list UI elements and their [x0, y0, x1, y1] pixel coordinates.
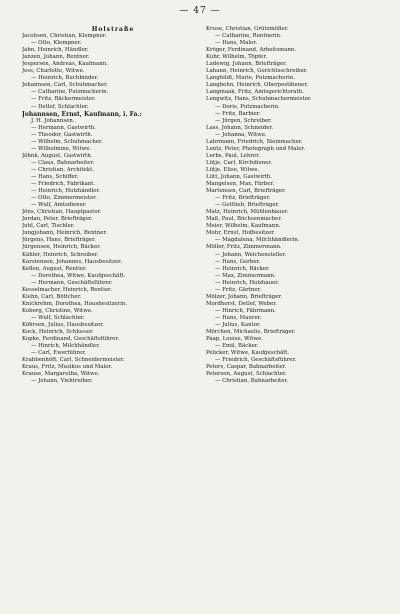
directory-entry: Köhrsen, Julius, Hausbesitzer.	[22, 321, 104, 328]
directory-entry: Jöns, Christian, Hauptpastor.	[22, 209, 102, 216]
directory-entry: Juhl, Carl, Tischler.	[22, 223, 75, 230]
directory-entry: Janzen, Johann, Rentner.	[22, 54, 90, 61]
directory-entry: Jacobsen, Christian, Klempner.	[22, 33, 107, 40]
directory-entry: Kesselmacher, Heinrich, Rentier.	[22, 286, 112, 293]
directory-entry: Meier, Wilhelm, Kaufmann.	[206, 223, 281, 230]
directory-entry: Langfeldt, Marie, Putzmacherin.	[206, 75, 295, 82]
directory-entry: — Detlef, Schlachter.	[31, 103, 89, 110]
directory-entry: — Wilhelmine, Witwe.	[31, 145, 92, 152]
directory-entry: J. H. Johannsen.	[31, 117, 75, 124]
right-entries	[206, 26, 388, 385]
directory-entry: Jespersen, Andreas, Kaufmann.	[22, 61, 108, 68]
directory-entry: Kuhr, Wilhelm, Töpfer.	[206, 54, 268, 61]
directory-entry: Jürgens, Hans, Briefträger.	[22, 237, 96, 244]
directory-entry: — Johanna, Witwe.	[215, 131, 267, 138]
directory-entry: — Heinrich, Bäcker.	[215, 265, 270, 272]
directory-entry: Jöhnk, August, Gastwirth.	[22, 152, 93, 159]
directory-entry: — Carl, Ewerführer.	[31, 350, 86, 357]
directory-entry: Krause, Margaretha, Witwe.	[22, 371, 100, 378]
directory-entry: — Wilhelm, Schuhmacher.	[31, 138, 103, 145]
directory-entry: — Hans, Maurer.	[215, 314, 262, 321]
directory-entry: Kiehn, Carl, Böttcher.	[22, 293, 82, 300]
directory-entry: — Theodor, Gastwirth.	[31, 131, 93, 138]
directory-entry: Matz, Heinrich, Mühlenbauer.	[206, 209, 289, 216]
directory-entry: — Fritz, Bäckermeister.	[31, 96, 96, 103]
directory-entry: Langbehn, Heinrich, Oberpostdiener.	[206, 82, 309, 89]
directory-entry: Koberg, Christine, Witwe.	[22, 307, 93, 314]
directory-entry: — Friedrich, Geschäftsführer.	[215, 357, 297, 364]
column-heading: Holstraße	[91, 26, 135, 33]
left-entries	[22, 33, 204, 385]
directory-entry: Lengwitz, Hans, Schuhmachermeister.	[206, 96, 312, 103]
directory-entry: — Christian, Bahnarbeiter.	[215, 378, 289, 385]
directory-entry: Jürgensen, Heinrich, Bäcker.	[22, 244, 101, 251]
directory-entry: — Hermann, Gastwirth.	[31, 124, 96, 131]
directory-entry: — Dorothea, Witwe, Kaufgeschäft.	[31, 272, 126, 279]
directory-entry: — Heinrich, Holzhändler.	[31, 188, 101, 195]
directory-entry: — Catharine, Putzmacherin.	[31, 89, 109, 96]
directory-entry: — Max, Zimmermann.	[215, 272, 276, 279]
directory-entry: Karstensen, Johannes, Hausbesitzer.	[22, 258, 122, 265]
directory-entry: — Fritz, Gärtner.	[215, 286, 262, 293]
directory-entry: Lass, Johann, Schneider.	[206, 124, 274, 131]
directory-entry: — Hans, Schiffer.	[31, 173, 79, 180]
directory-entry: — Hinrich, Milchhändler.	[31, 343, 100, 350]
page-number: — 47 —	[179, 6, 221, 16]
directory-entry: Lerbs, Paul, Lehrer.	[206, 152, 260, 159]
directory-entry: Lahrmann, Friedrich, Steinmacher.	[206, 138, 303, 145]
directory-entry: Lentz, Peter, Photograph und Maler.	[206, 145, 306, 152]
directory-entry: — Hans, Maler.	[215, 40, 258, 47]
directory-entry: — Wulf, Amtsdiener.	[31, 202, 87, 209]
directory-entry: — Christian, Architekt.	[31, 166, 94, 173]
directory-entry: Lahann, Heinrich, Gerichtsschreiber.	[206, 68, 308, 75]
directory-entry: Paap, Louise, Witwe.	[206, 336, 263, 343]
directory-entry: — Fritz, Briefträger.	[215, 195, 271, 202]
directory-entry: Lütje, Carl, Kirchdiener.	[206, 159, 273, 166]
directory-entry: Jordan, Peter, Briefträger.	[22, 216, 93, 223]
directory-entry: — Doris, Putzmacherin.	[215, 103, 280, 110]
directory-entry: Lütje, Elise, Witwe.	[206, 166, 260, 173]
directory-entry: Peters, Caspar, Bahnarbeiter.	[206, 364, 287, 371]
directory-entry: — Catharine, Rentnerin.	[215, 33, 282, 40]
directory-entry: — Jürgen, Schreiber.	[215, 117, 272, 124]
directory-entry: Ladewig, Johann, Briefträger.	[206, 61, 287, 68]
directory-entry: — Hinrich, Fährmann.	[215, 307, 276, 314]
directory-entry: Mordhorst, Detlef, Weber.	[206, 300, 277, 307]
directory-entry: Johannsen, Carl, Schuhmacher.	[22, 82, 108, 89]
directory-entry: — Johann, Weichensteller.	[215, 251, 287, 258]
directory-entry: Langmaak, Fritz, Amtsgerichtsrath.	[206, 89, 304, 96]
directory-entry: Maß, Paul, Büchsenmacher.	[206, 216, 283, 223]
directory-entry: Mangelsen, Max, Färber.	[206, 181, 275, 188]
directory-entry: Lütt, Johann, Gastwirth.	[206, 173, 272, 180]
directory-entry: Kähler, Heinrich, Schreiber.	[22, 251, 99, 258]
directory-entry: — Heinrich, Buchbinder.	[31, 75, 99, 82]
directory-entry: Martensen, Carl, Briefträger.	[206, 188, 286, 195]
directory-entry: Kellen, August, Rentier.	[22, 265, 87, 272]
directory-entry: — Friedrich, Fabrikant.	[31, 181, 96, 188]
directory-entry: Jahn, Heinrich, Händler.	[22, 47, 89, 54]
directory-entry: — Johann, Viehtreiber.	[31, 378, 93, 385]
directory-entry: Jess, Charlotte, Witwe.	[22, 68, 85, 75]
directory-entry: — Julius, Kantor.	[215, 321, 261, 328]
directory-entry: — Gottlieb, Briefträger.	[215, 202, 280, 209]
directory-entry: Kröger, Ferdinand, Arbeitsmann.	[206, 47, 297, 54]
right-column	[206, 26, 388, 385]
directory-entry: Kruse, Christian, Grützmüller.	[206, 26, 289, 32]
directory-entry: — Claus, Bahnarbeiter.	[31, 159, 95, 166]
directory-entry: Petersen, August, Schlachter.	[206, 371, 287, 378]
directory-entry: Knickrehm, Dorothea, Hausbesitzerin.	[22, 300, 128, 307]
directory-entry: — Heinrich, Holzhauer.	[215, 279, 279, 286]
directory-entry: — Magdalena, Milchhändlerin.	[215, 237, 300, 244]
directory-entry: Johannsen, Ernst, Kaufmann, i. Fa.:	[22, 110, 142, 118]
directory-entry: Kopke, Ferdinand, Geschäftsführer.	[22, 336, 120, 343]
directory-entry: — Wulf, Schlachter.	[31, 314, 85, 321]
directory-entry: Pelicker, Witwe, Kaufgeschäft.	[206, 350, 290, 357]
directory-entry: — Otto, Klempner.	[31, 40, 82, 47]
directory-entry: Kock, Heinrich, Schlosser.	[22, 329, 94, 336]
left-column	[22, 26, 204, 385]
directory-entry: — Fritz, Barbier.	[215, 110, 261, 117]
directory-entry: Mohr, Ernst, Hofbesitzer.	[206, 230, 275, 237]
directory-entry: Mölzer, Johann, Briefträger.	[206, 293, 283, 300]
directory-entry: — Emil, Bäcker.	[215, 343, 259, 350]
directory-entry: — Hermann, Geschäftsführer.	[31, 279, 113, 286]
directory-entry: — Otto, Zimmermeister.	[31, 195, 97, 202]
directory-entry: Mörchen, Michaelis, Briefträger.	[206, 329, 296, 336]
directory-entry: Jungjohann, Heinrich, Rentner.	[22, 230, 108, 237]
directory-entry: Kraus, Fritz, Musikus und Maler.	[22, 364, 113, 371]
directory-entry: Krabbenhöft, Carl, Schneidermeister.	[22, 357, 125, 364]
directory-entry: Möller, Fritz, Zimmermann.	[206, 244, 282, 251]
directory-entry: — Hans, Gerber.	[215, 258, 261, 265]
